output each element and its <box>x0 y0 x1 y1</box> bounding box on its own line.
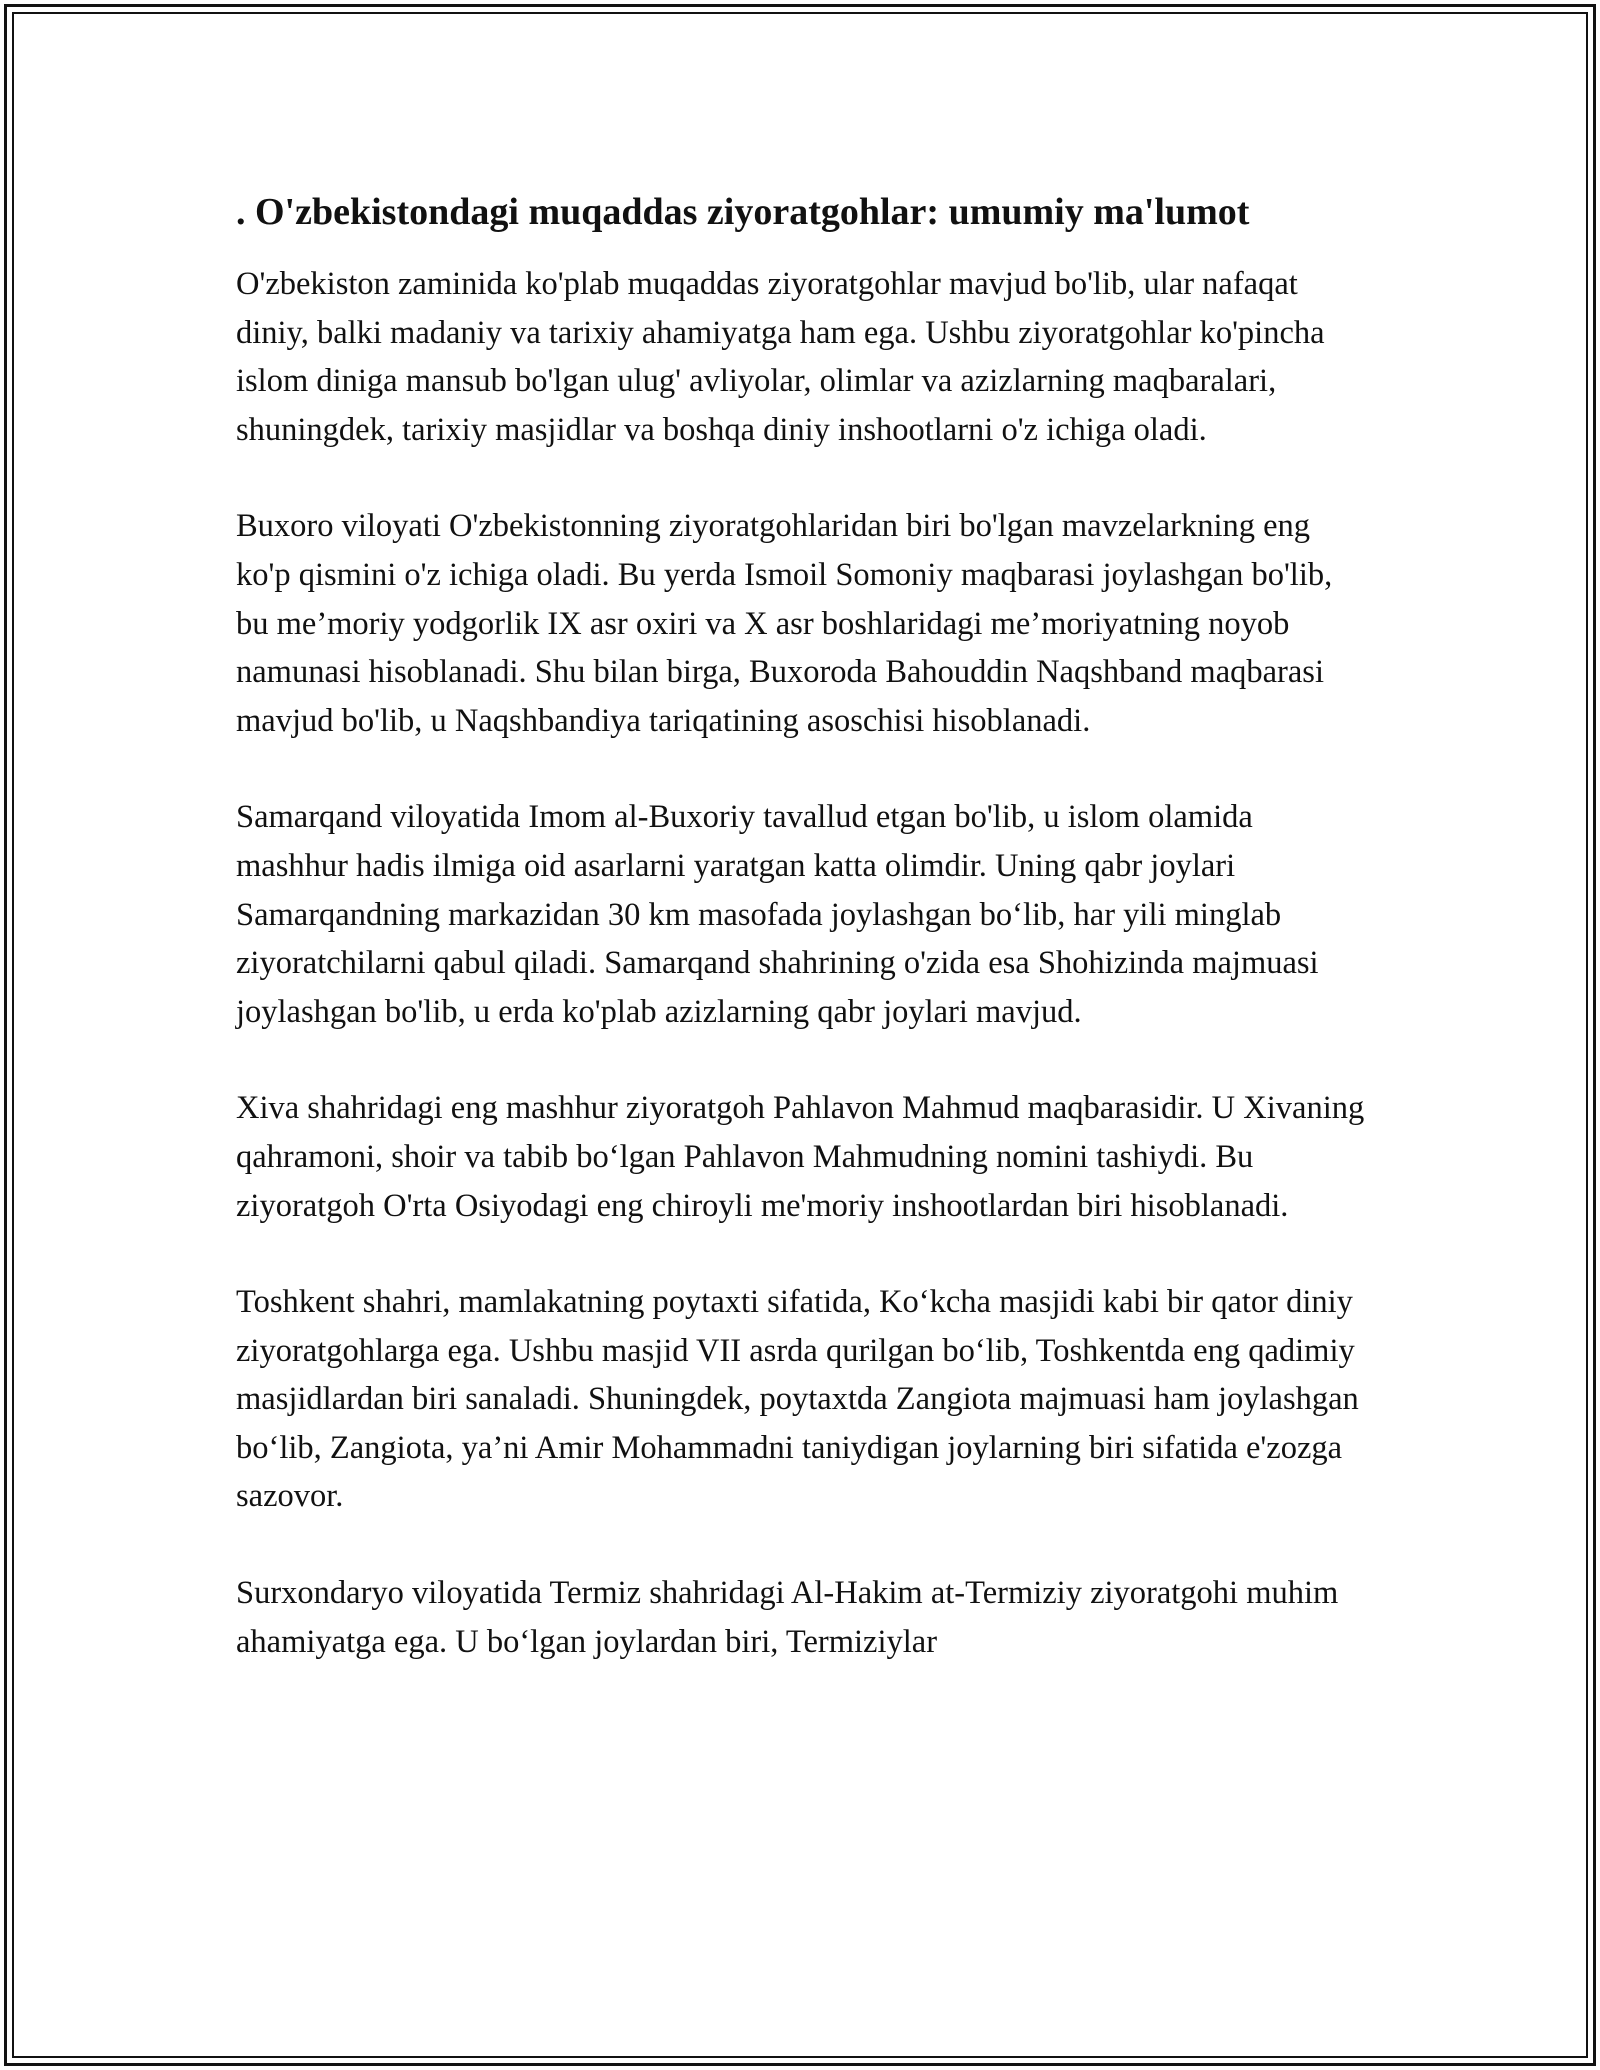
paragraph-samarkand: Samarqand viloyatida Imom al-Buxoriy tavallud etgan bo'lib, u islom olamida mashhur hadis ilmiga oid asarlarni yaratgan katta olimdir. Uning qabr joylari Samarqandning markazidan 30 km masofada joylashgan bo‘lib, har yili minglab ziyoratchilarni qabul qiladi. Samarqand shahrining o'zida esa Shohizinda majmuasi joylashgan bo'lib, u erda ko'plab azizlarning qabr joylari mavjud. <box>236 799 1319 1030</box>
paragraph-intro: O'zbekiston zaminida ko'plab muqaddas ziyoratgohlar mavjud bo'lib, ular nafaqat diniy, balki madaniy va tarixiy ahamiyatga ham ega. Ushbu ziyoratgohlar ko'pincha islom diniga mansub bo'lgan ulug' avliyolar, olimlar va azizlarning maqbaralari, shuningdek, tarixiy masjidlar va boshqa diniy inshootlarni o'z ichiga oladi. <box>236 266 1325 448</box>
page-title: . O'zbekistondagi muqaddas ziyoratgohlar: umumiy ma'lumot <box>236 191 1250 233</box>
paragraph-surkhandarya: Surxondaryo viloyatida Termiz shahridagi Al-Hakim at-Termiziy ziyoratgohi muhim ahamiyatga ega. U bo‘lgan joylardan biri, Termiziylar <box>236 1575 1339 1660</box>
paragraph-bukhara: Buxoro viloyati O'zbekistonning ziyoratgohlaridan biri bo'lgan mavzelarkning eng ko'p qismini o'z ichiga oladi. Bu yerda Ismoil Somoniy maqbarasi joylashgan bo'lib, bu me’moriy yodgorlik IX asr oxiri va X asr boshlaridagi me’moriyatning noyob namunasi hisoblanadi. Shu bilan birga, Buxoroda Bahouddin Naqshband maqbarasi mavjud bo'lib, u Naqshbandiya tariqatining asoschisi hisoblanadi. <box>236 508 1333 739</box>
paragraph-khiva: Xiva shahridagi eng mashhur ziyoratgoh Pahlavon Mahmud maqbarasidir. U Xivaning qahramoni, shoir va tabib bo‘lgan Pahlavon Mahmudning nomini tashiydi. Bu ziyoratgoh O'rta Osiyodagi eng chiroyli me'moriy inshootlardan biri hisoblanadi. <box>236 1090 1365 1224</box>
paragraph-tashkent: Toshkent shahri, mamlakatning poytaxti sifatida, Ko‘kcha masjidi kabi bir qator diniy ziyoratgohlarga ega. Ushbu masjid VII asrda qurilgan bo‘lib, Toshkentda eng qadimiy masjidlardan biri sanaladi. Shuningdek, poytaxtda Zangiota majmuasi ham joylashgan bo‘lib, Zangiota, ya’ni Amir Mohammadni taniydigan joylarning biri sifatida e'zozga sazovor. <box>236 1284 1359 1515</box>
document-body <box>236 186 1366 1714</box>
